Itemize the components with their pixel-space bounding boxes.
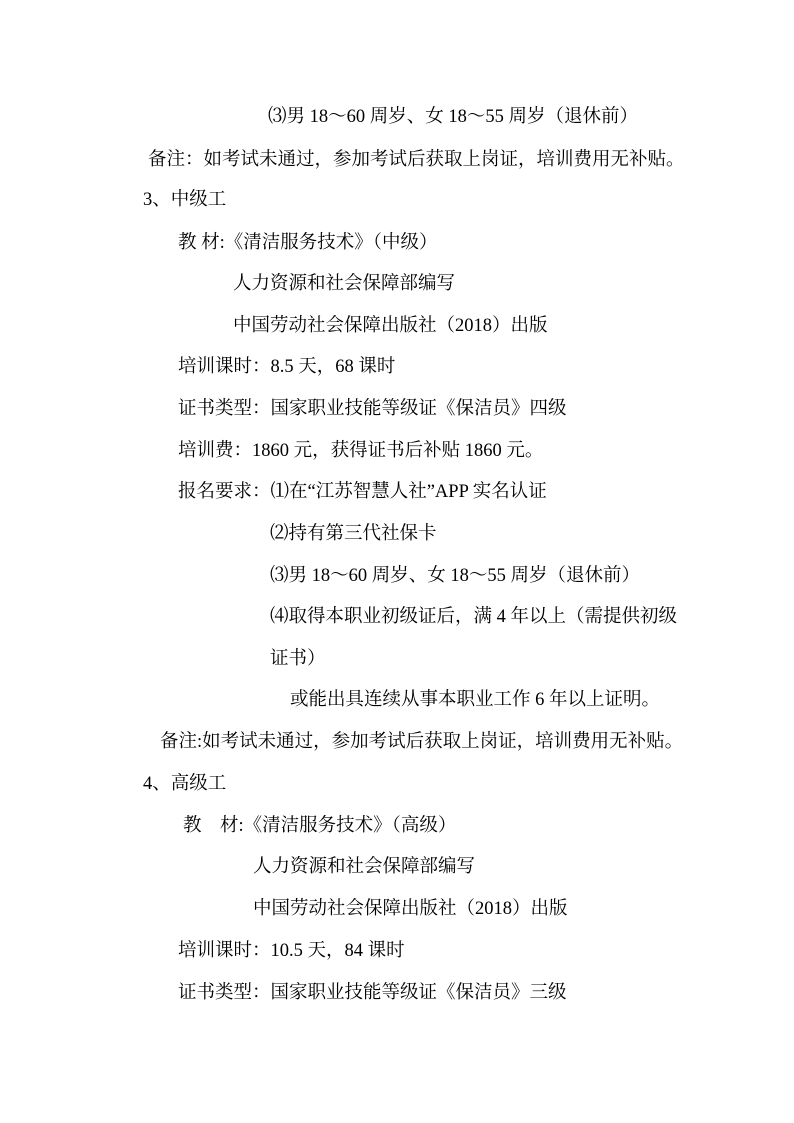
- intermediate-requirement-3: ⑶男 18～60 周岁、女 18～55 周岁（退休前）: [270, 566, 641, 586]
- intermediate-requirement-4-cont: 证书）: [270, 649, 326, 669]
- intermediate-requirement-4-alt: 或能出具连续从事本职业工作 6 年以上证明。: [290, 690, 661, 710]
- advanced-heading: 4、高级工: [143, 774, 227, 794]
- prev-note: 备注：如考试未通过，参加考试后获取上岗证，培训费用无补贴。: [148, 150, 685, 170]
- intermediate-requirement-2: ⑵持有第三代社保卡: [270, 524, 437, 544]
- advanced-textbook: 教 材:《清洁服务技术》（高级）: [183, 816, 457, 836]
- advanced-editor: 人力资源和社会保障部编写: [253, 857, 476, 877]
- intermediate-heading: 3、中级工: [143, 190, 227, 210]
- intermediate-note: 备注:如考试未通过，参加考试后获取上岗证，培训费用无补贴。: [160, 732, 684, 752]
- intermediate-requirement-1: 报名要求：⑴在“江苏智慧人社”APP 实名认证: [178, 482, 547, 502]
- prev-age-requirement: ⑶男 18～60 周岁、女 18～55 周岁（退休前）: [268, 107, 639, 127]
- intermediate-editor: 人力资源和社会保障部编写: [233, 274, 456, 294]
- advanced-certificate: 证书类型：国家职业技能等级证《保洁员》三级: [178, 983, 567, 1003]
- advanced-publisher: 中国劳动社会保障出版社（2018）出版: [253, 899, 568, 919]
- advanced-hours: 培训课时：10.5 天，84 课时: [178, 941, 405, 961]
- intermediate-textbook: 教 材:《清洁服务技术》（中级）: [178, 233, 438, 253]
- intermediate-certificate: 证书类型：国家职业技能等级证《保洁员》四级: [178, 399, 567, 419]
- intermediate-fee: 培训费：1860 元，获得证书后补贴 1860 元。: [178, 441, 544, 461]
- intermediate-hours: 培训课时：8.5 天，68 课时: [178, 357, 396, 377]
- intermediate-publisher: 中国劳动社会保障出版社（2018）出版: [233, 316, 548, 336]
- intermediate-requirement-4: ⑷取得本职业初级证后，满 4 年以上（需提供初级: [270, 607, 678, 627]
